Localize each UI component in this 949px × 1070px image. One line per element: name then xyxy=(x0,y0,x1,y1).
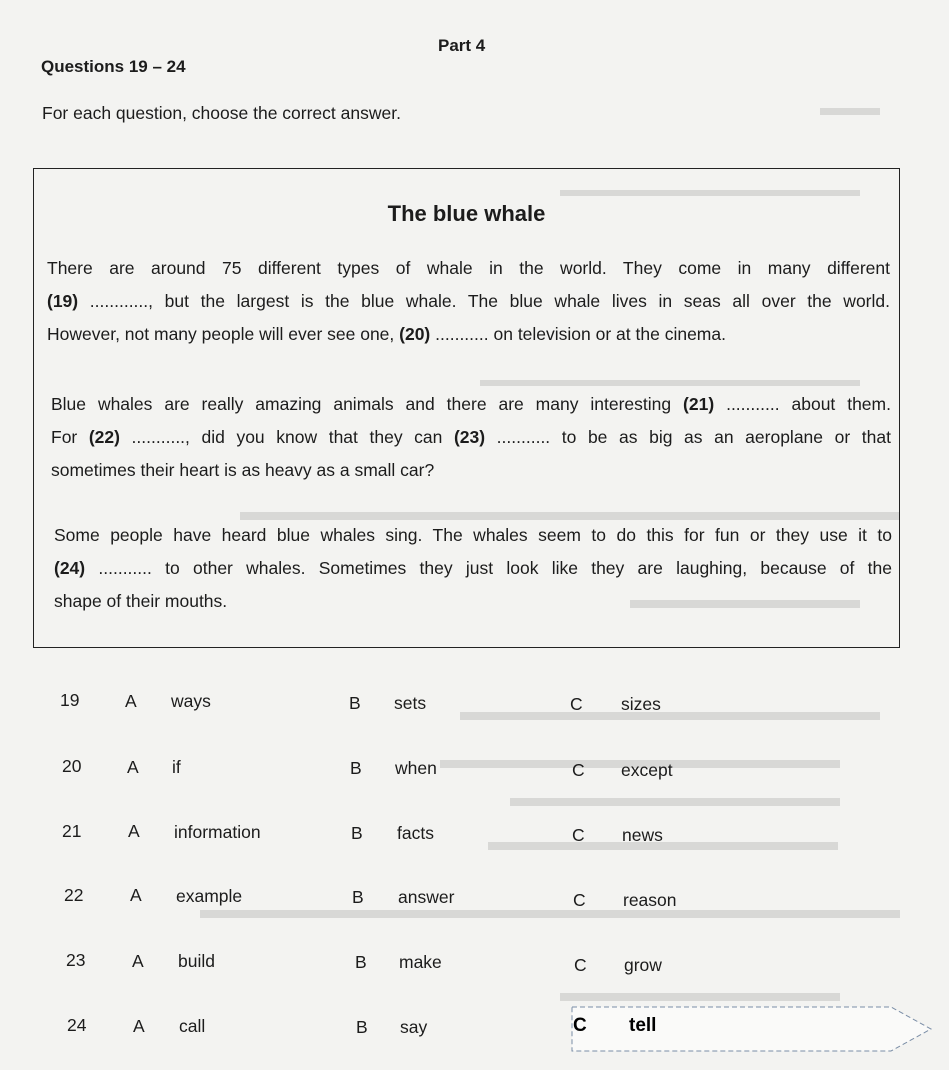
question-number: 20 xyxy=(62,756,82,776)
text-line: For (22) ..........., did you know that they can (23) ........... to be as big as an aeroplane or that xyxy=(51,427,891,447)
option-letter-b: B xyxy=(351,823,363,843)
gap-24-blank[interactable]: ........... xyxy=(85,558,152,578)
text-line: Blue whales are really amazing animals and there are many interesting (21) ........... about them. xyxy=(51,394,891,414)
option-letter-a: A xyxy=(132,951,144,971)
option-a[interactable]: call xyxy=(179,1016,206,1036)
part-heading: Part 4 xyxy=(438,36,486,55)
option-letter-a: A xyxy=(130,885,142,905)
option-a[interactable]: if xyxy=(172,757,181,777)
question-number: 21 xyxy=(62,821,82,841)
option-c[interactable]: grow xyxy=(624,955,662,975)
option-c[interactable]: except xyxy=(621,760,673,780)
text-line: shape of their mouths. xyxy=(54,591,228,611)
selected-option-word: tell xyxy=(629,1015,657,1036)
option-b[interactable]: sets xyxy=(394,693,427,713)
question-number: 22 xyxy=(64,885,84,905)
dashed-arrow-outline xyxy=(571,1006,933,1052)
gap-label-23: (23) xyxy=(453,427,486,447)
gap-label-24: (24) xyxy=(54,558,86,578)
gap-22-blank[interactable]: ........... xyxy=(119,427,186,447)
option-b[interactable]: when xyxy=(395,758,437,778)
text-line: However, not many people will ever see one, (20) ........... on television or at the cinema. xyxy=(47,324,726,344)
option-letter-a: A xyxy=(133,1016,145,1036)
paragraph-1 xyxy=(47,252,890,351)
option-letter-c: C xyxy=(572,825,585,845)
questions-range: Questions 19 – 24 xyxy=(41,57,186,76)
text-line: (24) ........... to other whales. Sometimes they just look like they are laughing, because of the xyxy=(54,558,892,578)
option-b[interactable]: say xyxy=(400,1017,428,1037)
option-letter-b: B xyxy=(352,887,364,907)
option-letter-b: B xyxy=(356,1017,368,1037)
gap-20-blank[interactable]: ........... xyxy=(430,324,489,344)
option-b[interactable]: make xyxy=(399,952,442,972)
question-number: 19 xyxy=(60,690,80,710)
option-c[interactable]: sizes xyxy=(621,694,661,714)
option-a[interactable]: example xyxy=(176,886,243,906)
option-letter-a: A xyxy=(125,691,137,711)
option-letter-c: C xyxy=(573,890,586,910)
option-letter-c: C xyxy=(570,694,583,714)
text-line: Some people have heard blue whales sing. The whales seem to do this for fun or they use it to xyxy=(54,525,892,545)
selected-answer-highlight[interactable] xyxy=(571,1006,933,1052)
gap-label-19: (19) xyxy=(47,291,79,311)
gap-23-blank[interactable]: ........... xyxy=(485,427,551,447)
gap-label-22: (22) xyxy=(88,427,120,447)
option-letter-c: C xyxy=(574,955,587,975)
gap-label-20: (20) xyxy=(399,324,431,344)
option-b[interactable]: answer xyxy=(398,887,455,907)
gap-21-blank[interactable]: ........... xyxy=(714,394,780,414)
option-letter-b: B xyxy=(350,758,362,778)
option-letter-c: C xyxy=(572,760,585,780)
instruction-text: For each question, choose the correct answer. xyxy=(42,103,401,123)
option-a[interactable]: ways xyxy=(171,691,211,711)
option-a[interactable]: information xyxy=(174,822,261,842)
selected-option-letter: C xyxy=(573,1015,587,1036)
text-line: (19) ............, but the largest is the blue whale. The blue whale lives in seas all over the world. xyxy=(47,291,890,311)
option-c[interactable]: reason xyxy=(623,890,677,910)
paragraph-2 xyxy=(51,388,891,487)
question-number: 23 xyxy=(66,950,86,970)
text-title: The blue whale xyxy=(387,201,546,226)
option-letter-a: A xyxy=(127,757,139,777)
option-letter-b: B xyxy=(349,693,361,713)
option-letter-b: B xyxy=(355,952,367,972)
text-line: sometimes their heart is as heavy as a small car? xyxy=(51,460,435,480)
option-c[interactable]: news xyxy=(622,825,663,845)
option-a[interactable]: build xyxy=(178,951,215,971)
question-number: 24 xyxy=(67,1015,87,1035)
gap-19-blank[interactable]: ............ xyxy=(78,291,149,311)
reading-text-box xyxy=(33,168,900,648)
option-letter-a: A xyxy=(128,821,140,841)
paragraph-3 xyxy=(54,519,892,618)
gap-label-21: (21) xyxy=(683,394,715,414)
text-line: There are around 75 different types of whale in the world. They come in many different xyxy=(47,258,890,278)
option-b[interactable]: facts xyxy=(397,823,434,843)
